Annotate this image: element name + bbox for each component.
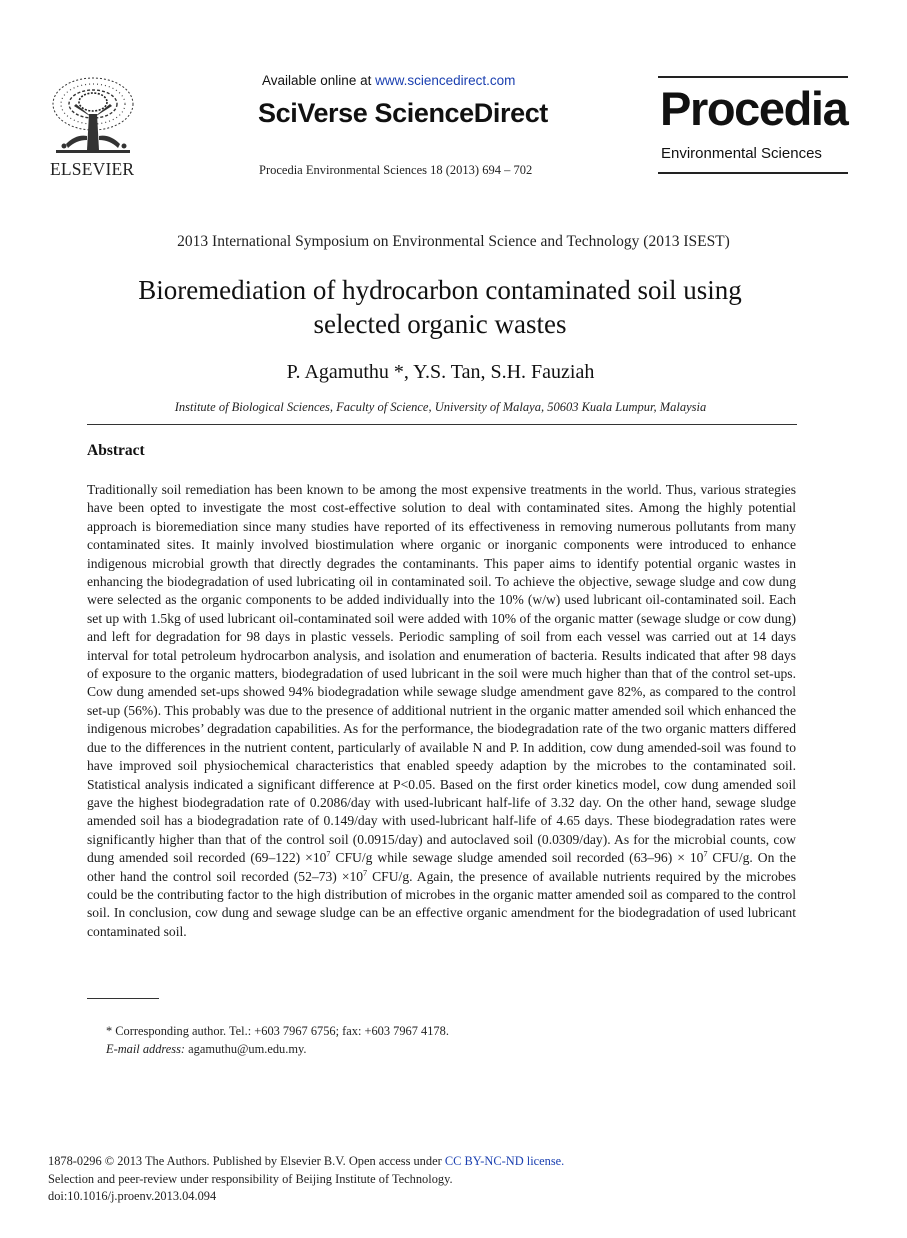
paper-title xyxy=(90,273,790,341)
exponent-2: 7 xyxy=(703,849,708,859)
publisher-name: ELSEVIER xyxy=(50,159,135,179)
availability-line xyxy=(262,73,515,88)
exponent-1: 7 xyxy=(326,849,331,859)
journal-logo-title: Procedia xyxy=(660,82,848,135)
elsevier-logo xyxy=(46,74,146,178)
header-divider xyxy=(87,424,797,425)
paper-title-line1: Bioremediation of hydrocarbon contaminated soil using xyxy=(138,275,742,305)
elsevier-tree-icon xyxy=(46,74,140,158)
footnote xyxy=(106,1022,449,1058)
logo-rule-bottom xyxy=(658,172,848,174)
affiliation: Institute of Biological Sciences, Faculty of Science, University of Malaya, 50603 Kuala Lumpur, Malaysia xyxy=(174,400,707,414)
license-link[interactable]: CC BY-NC-ND license. xyxy=(444,1154,565,1168)
journal-logo xyxy=(658,74,850,178)
logo-rule-top xyxy=(658,76,848,78)
corresponding-author: * Corresponding author. Tel.: +603 7967 6756; fax: +603 7967 4178. xyxy=(106,1024,449,1038)
sciencedirect-link[interactable]: www.sciencedirect.com xyxy=(375,73,516,88)
email-line xyxy=(106,1040,449,1058)
email-label: E-mail address: xyxy=(106,1042,186,1056)
platform-logo: SciVerse ScienceDirect xyxy=(258,98,548,128)
email-address[interactable]: agamuthu@um.edu.my. xyxy=(188,1042,307,1056)
exponent-3: 7 xyxy=(363,868,368,877)
abstract-body xyxy=(87,481,796,941)
footnote-divider xyxy=(87,998,159,999)
doi-line[interactable]: doi:10.1016/j.proenv.2013.04.094 xyxy=(48,1189,217,1203)
author-list: P. Agamuthu *, Y.S. Tan, S.H. Fauziah xyxy=(286,361,595,383)
peer-review-line: Selection and peer-review under responsibility of Beijing Institute of Technology. xyxy=(48,1171,453,1186)
abstract-text-part4: CFU/g. Again, the presence of available nutrients required by the microbes could be the contributing factor to the high distribution of microbes in the organic matter amended soil as compared to the control soil. In conclusion, cow dung and sewage sludge can be an effective organic amendment for the biodegradation of used lubricant contaminated soil. xyxy=(87,868,796,939)
conference-name: 2013 International Symposium on Environmental Science and Technology (2013 ISEST) xyxy=(177,233,730,250)
paper-title-line2: selected organic wastes xyxy=(313,309,567,339)
availability-prefix: Available online at xyxy=(262,73,372,88)
copyright-text: 1878-0296 © 2013 The Authors. Published by Elsevier B.V. Open access under xyxy=(48,1154,442,1168)
abstract-heading: Abstract xyxy=(87,442,145,459)
abstract-text-part2: CFU/g while sewage sludge amended soil recorded (63–96) × 10 xyxy=(330,850,704,866)
copyright-line xyxy=(48,1153,564,1171)
journal-citation: Procedia Environmental Sciences 18 (2013) 694 – 702 xyxy=(259,163,533,177)
journal-logo-subtitle: Environmental Sciences xyxy=(661,145,822,162)
copyright-footer xyxy=(48,1153,564,1206)
abstract-text-part3: CFU/g. On the other hand the control soil recorded (52–73) ×10 xyxy=(87,850,796,884)
abstract-text-part1: Traditionally soil remediation has been known to be among the most expensive treatments in the world. Thus, various strategies have been opted to investigate the most cost-effective solution to deal with contaminated sites. Among the highly potential approach is bioremediation since many studies have reported of its effectiveness in removing numerous pollutants from many contaminated sites. It mainly involved biostimulation where organic or inorganic components were introduced to enhance indigenous microbial growth that directly degrades the contaminants. This paper aims to identify potential organic wastes in enhancing the biodegradation of used lubricating oil in contaminated soil. To achieve the objective, sewage sludge and cow dung were selected as the organic components to be added individually into the 10% (w/w) used lubricant oil-contaminated soil. Each set up with 1.5kg of used lubricant oil-contaminated soil were added with 10% of the organic matter (sewage sludge or cow dung) and left for degradation for 98 days in plastic vessels. Periodic sampling of soil from each vessel was carried out at 14 days interval for total petroleum hydrocarbon analysis, and isolation and enumeration of bacteria. Results indicated that after 98 days of exposure to the organic matters, biodegradation of used lubricant in the soil were much higher than that of the control set-ups. Cow dung amended set-ups showed 94% biodegradation while sewage sludge amendment gave 82%, as compared to the control set-up (56%). This probably was due to the presence of additional nutrient in the organic matter amended soil which enhanced the indigenous microbes’ degradation capabilities. As for the performance, the biodegradation rate of the two organic matters differed due to the differences in the nutrient content, particularly of available N and P. In addition, cow dung amended-soil was found to have improved soil physiochemical characteristics that enabled speedy adaption by the microbes to the contaminated soil. Statistical analysis indicated a significant difference at P<0.05. Based on the first order kinetics model, cow dung amended soil gave the highest biodegradation rate of 0.2086/day with used-lubricant half-life of 3.32 day. On the other hand, sewage sludge amended soil has a biodegradation rate of 0.149/day with used-lubricant half-life of 4.65 days. These biodegradation rates were significantly higher than that of the control soil (0.0915/day) and autoclaved soil (0.0309/day). As for the microbial counts, cow dung amended soil recorded (69–122) ×10 xyxy=(87,482,796,866)
